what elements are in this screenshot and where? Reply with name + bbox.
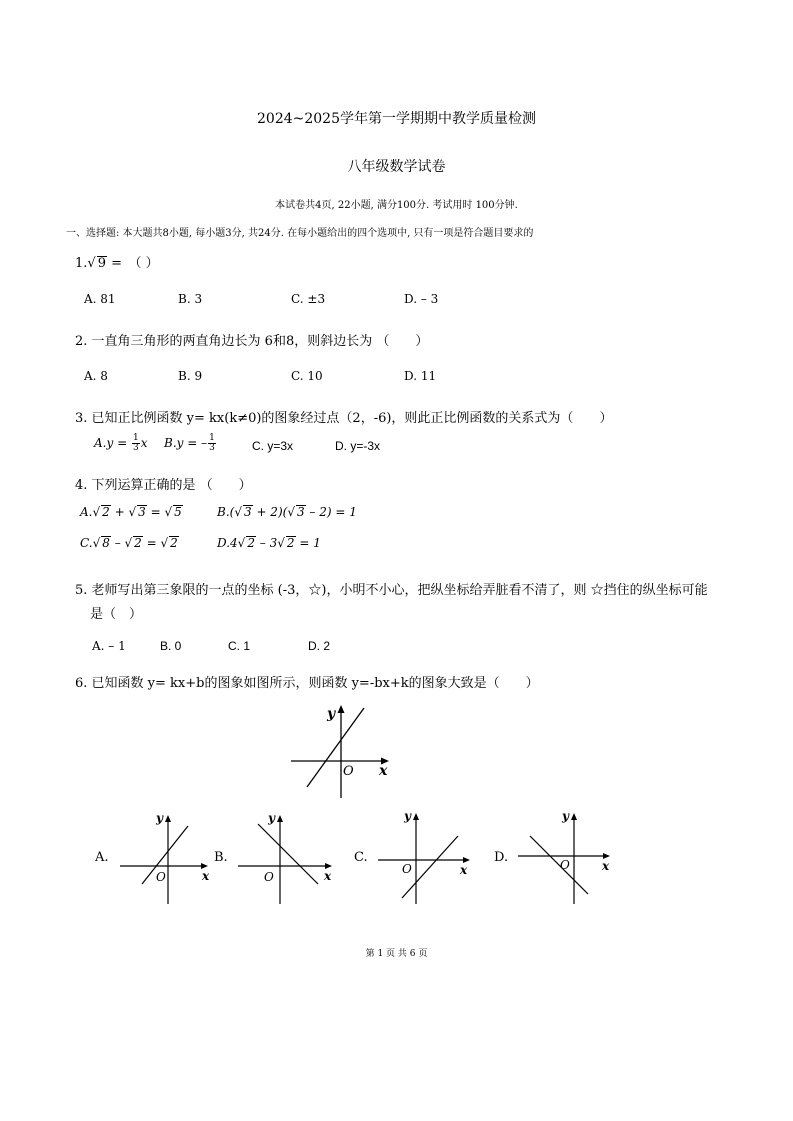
q3-option-d: D. y=-3x (335, 439, 381, 453)
question-4: 4. 下列运算正确的是 （ ） (75, 478, 252, 493)
q4-a-plus: + (110, 505, 129, 519)
y-axis-label: y (327, 706, 336, 722)
exam-subtitle: 八年级数学试卷 (347, 159, 446, 175)
section-heading: 一、选择题: 本大题共8小题, 每小题3分, 共24分. 在每小题给出的四个选项中, 只有一项是符合题目要求的 (66, 228, 534, 239)
q4-a-r2: 3 (138, 505, 146, 519)
question-2: 2. 一直角三角形的两直角边长为 6和8，则斜边长为 （ ） (75, 334, 429, 349)
question-1 (75, 252, 159, 271)
q4-c-r1: 8 (102, 536, 110, 550)
y-axis-arrow (165, 815, 171, 822)
origin-label: O (402, 862, 412, 876)
graph-line (530, 836, 588, 894)
origin-label: O (560, 858, 570, 872)
q4-option-d: D.4√ 2 – 3√ 2 = 1 (217, 536, 321, 550)
q3-option-b-fraction (208, 434, 216, 453)
origin-label: O (343, 764, 354, 779)
q4-d-label: D.4 (217, 536, 238, 550)
page-footer: 第 1 页 共 6 页 (365, 949, 428, 959)
q5-option-b: B. 0 (160, 639, 182, 653)
x-axis-label: x (202, 869, 210, 883)
y-axis-label: y (404, 809, 411, 823)
origin-label: O (264, 870, 274, 884)
option-b-label: B. (214, 850, 228, 865)
option-a-label: A. (95, 850, 109, 865)
q4-d-r1: 2 (247, 536, 255, 550)
q3-option-a-prefix: A.y = (94, 436, 131, 450)
option-d-label: D. (494, 850, 509, 865)
q2-option-c: C. 10 (291, 369, 323, 383)
option-c-label: C. (354, 850, 368, 865)
q4-b-label: B.( (217, 505, 235, 519)
q4-d-mid: – 3 (255, 536, 278, 550)
q1-option-a: A. 81 (84, 292, 116, 306)
q3-option-c: C. y=3x (252, 439, 294, 453)
q2-option-a: A. 8 (84, 369, 108, 383)
exam-info: 本试卷共4页, 22小题, 满分100分. 考试用时 100分钟. (275, 200, 518, 211)
exam-title: 2024~2025学年第一学期期中教学质量检测 (257, 111, 536, 127)
q6-option-d-graph (490, 806, 620, 906)
q3-option-a-den: 3 (132, 443, 139, 453)
x-axis-label: x (324, 869, 332, 883)
q4-c-r2: 2 (134, 536, 142, 550)
q1-option-b: B. 3 (178, 292, 203, 306)
q6-option-a-graph (90, 806, 220, 906)
q4-a-r1: 2 (102, 505, 110, 519)
q1-option-d: D. – 3 (404, 292, 439, 306)
q4-c-minus: – (110, 536, 125, 550)
q5-option-a: A. – 1 (92, 639, 126, 653)
q6-option-c-graph (350, 806, 480, 906)
q6-option-b-graph (210, 806, 340, 906)
q4-a-label: A. (80, 505, 93, 519)
x-axis-label: x (460, 863, 468, 877)
q3-option-b (164, 434, 217, 453)
q4-option-b: B.(√ 3 + 2)(√ 3 – 2) = 1 (217, 505, 357, 519)
q4-b-mid: + 2)( (252, 505, 288, 519)
y-axis-arrow (413, 813, 419, 820)
q4-d-tail: = 1 (295, 536, 321, 550)
q2-option-b: B. 9 (178, 369, 203, 383)
y-axis-label: y (562, 809, 569, 823)
q2-option-d: D. 11 (404, 369, 437, 383)
q3-option-b-den: 3 (209, 443, 215, 453)
q4-a-eq: = (146, 505, 165, 519)
q4-b-r2: 3 (296, 505, 305, 519)
q3-option-a-fraction (132, 434, 140, 453)
q4-b-r1: 3 (243, 505, 252, 519)
question-6: 6. 已知函数 y= kx+b的图象如图所示，则函数 y=-bx+k的图象大致是（ ） (75, 676, 539, 691)
q5-option-d: D. 2 (308, 639, 331, 653)
x-axis-label: x (602, 859, 610, 873)
q4-d-r2: 2 (286, 536, 295, 550)
q6-main-graph (285, 700, 395, 800)
q4-c-label: C. (80, 536, 93, 550)
q1-option-c: C. ±3 (291, 292, 326, 306)
question-1-radicand: 9 (97, 256, 106, 271)
q3-option-a-var: x (140, 436, 148, 450)
q3-option-a-num: 1 (132, 433, 139, 443)
q3-option-b-prefix: B.y = – (164, 436, 208, 450)
question-1-number: 1. (75, 256, 88, 271)
y-axis-label: y (156, 811, 163, 825)
q4-c-r3: 2 (170, 536, 178, 550)
question-5-line-1: 5. 老师写出第三象限的一点的坐标 (-3，☆)，小明不小心，把纵坐标给弄脏看不清了，则 ☆挡住的纵坐标可能 (75, 583, 708, 598)
q5-option-c: C. 1 (228, 639, 251, 653)
question-5-line-2: 是（ ） (90, 607, 143, 622)
question-1-tail: = （ ） (111, 256, 159, 271)
y-axis-label: y (268, 811, 275, 825)
q4-c-eq: = (142, 536, 161, 550)
sqrt-sign: √ (87, 256, 96, 271)
origin-label: O (156, 870, 166, 884)
question-3: 3. 已知正比例函数 y= kx(k≠0)的图象经过点（2，-6)，则此正比例函数的关系式为（ ） (75, 411, 613, 426)
q4-b-tail: – 2) = 1 (305, 505, 357, 519)
q4-a-r3: 5 (174, 505, 182, 519)
q4-option-a: A.√ 2 + √ 3 = √ 5 (80, 505, 182, 519)
q3-option-b-num: 1 (209, 433, 215, 443)
y-axis-arrow (571, 813, 577, 820)
q4-option-c: C.√ 8 – √ 2 = √ 2 (80, 536, 178, 550)
graph-line (307, 708, 364, 787)
y-axis-arrow (338, 705, 345, 713)
q3-option-a (94, 434, 147, 453)
y-axis-arrow (277, 815, 283, 822)
x-axis-label: x (379, 763, 388, 779)
